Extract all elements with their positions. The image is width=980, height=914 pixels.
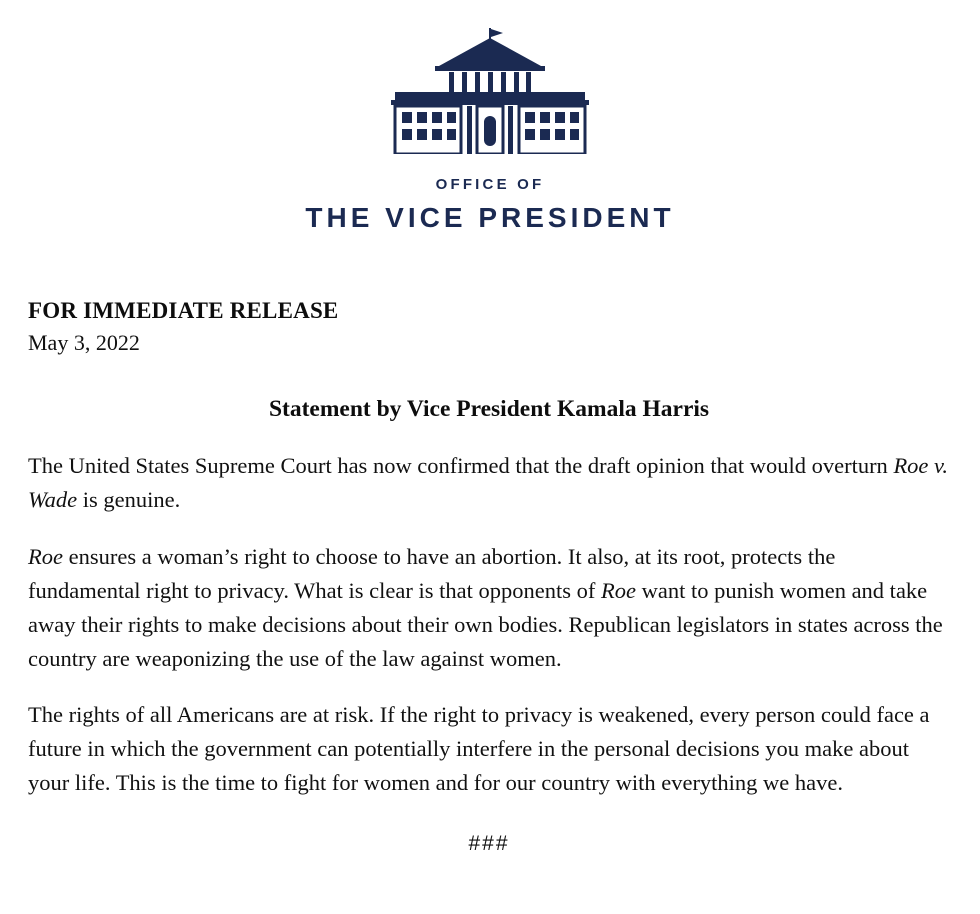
paragraph: Roe ensures a woman’s right to choose to have an abortion. It also, at its root, protects the fundamental right to privacy. What is clear is that opponents of Roe want to punish women and take away their rights to make decisions about their own bodies. Republican legislators in states across the country are weaponizing the use of the law against women. — [28, 543, 943, 671]
office-of-label: OFFICE OF — [435, 176, 545, 193]
paragraph: The United States Supreme Court has now confirmed that the draft opinion that would overturn Roe v. Wade is genuine. — [28, 453, 948, 512]
white-house-icon — [365, 26, 615, 154]
release-date: May 3, 2022 — [28, 330, 140, 355]
letterhead — [0, 0, 980, 234]
end-mark: ### — [468, 832, 510, 855]
document-body — [0, 298, 980, 856]
statement-headline: Statement by Vice President Kamala Harris — [268, 396, 710, 422]
vice-president-title: THE VICE PRESIDENT — [305, 202, 675, 233]
paragraph: The rights of all Americans are at risk. If the right to privacy is weakened, every person could face a future in which the government can potentially interfere in the personal decisions you make about your life. This is the time to fight for women and for our country with everything we have. — [28, 702, 930, 795]
for-immediate-release-label: FOR IMMEDIATE RELEASE — [28, 298, 339, 323]
